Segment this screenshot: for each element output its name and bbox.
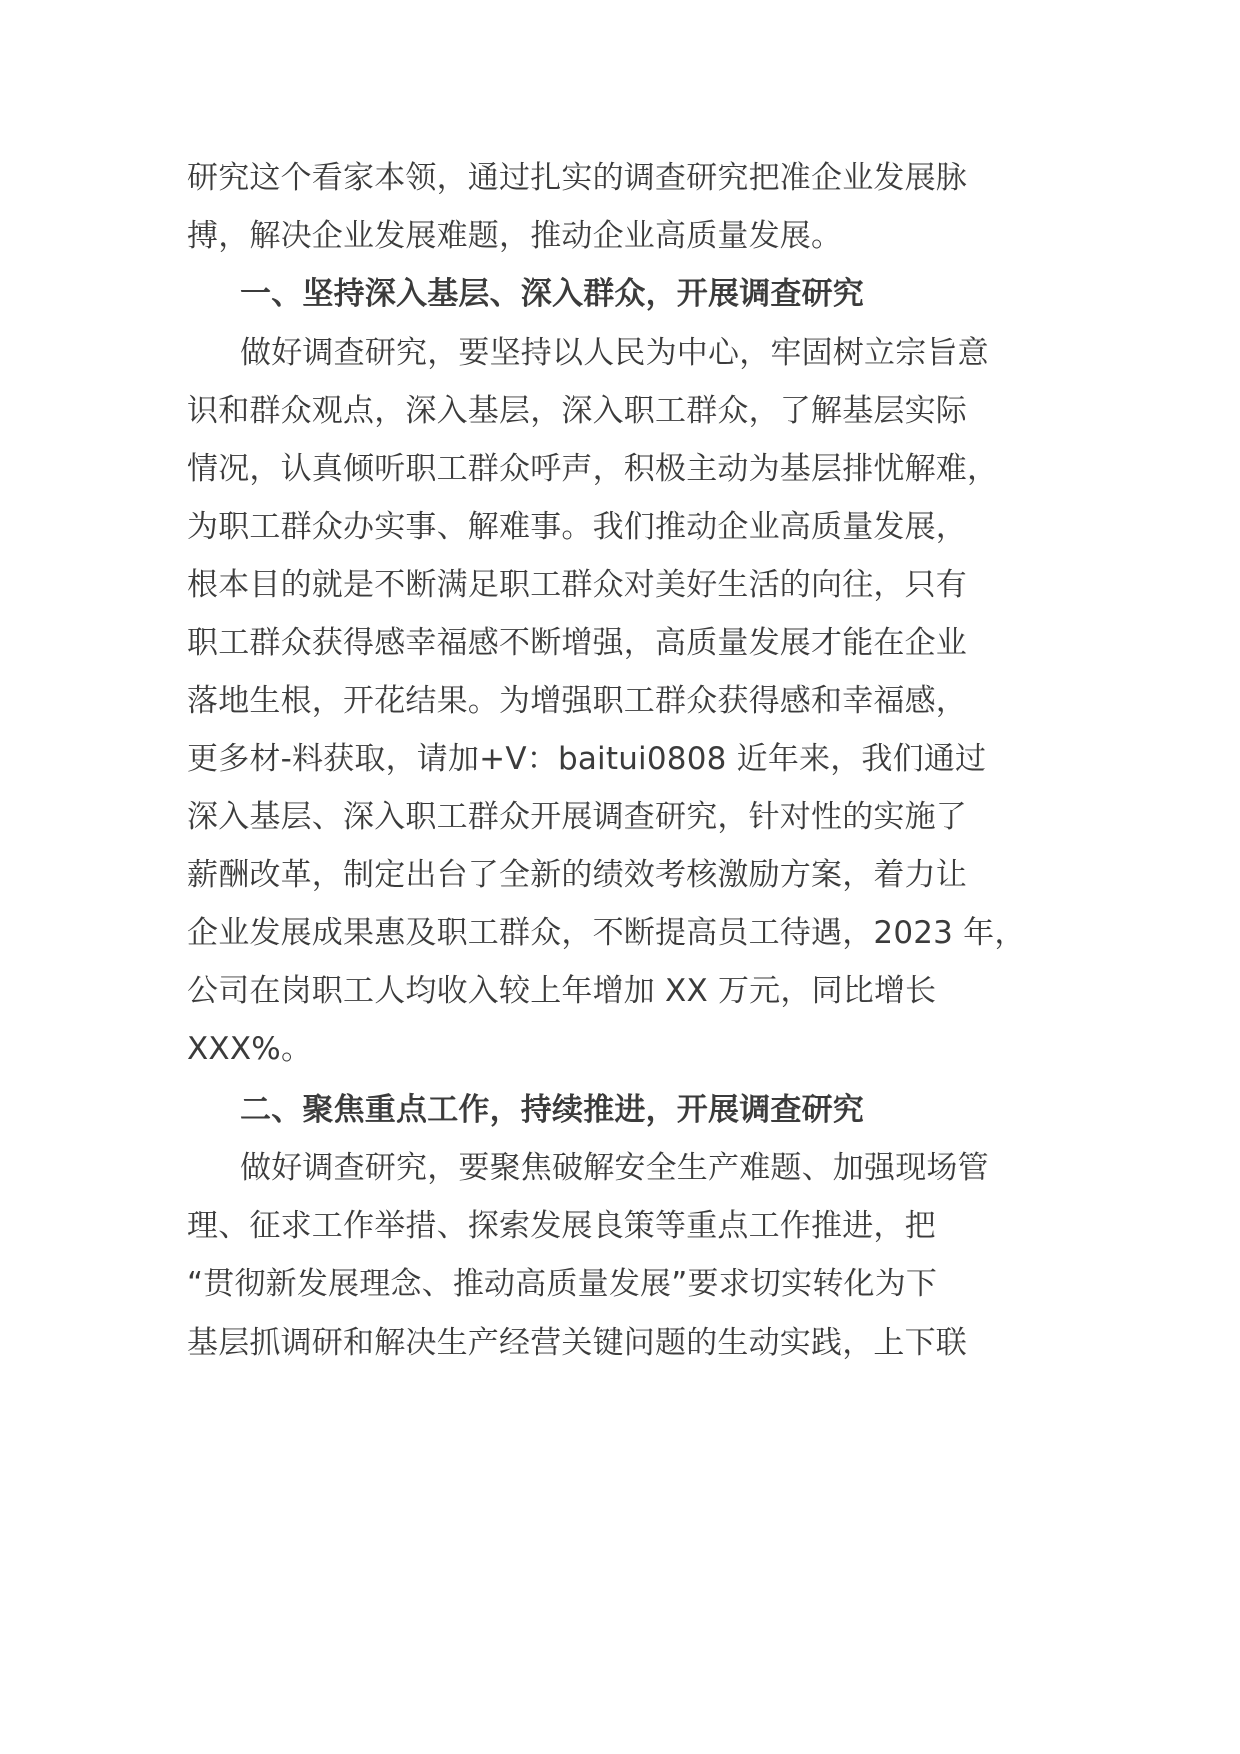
body-text-line: 薪酬改革，制定出台了全新的绩效考核激励方案，着力让 bbox=[187, 857, 967, 893]
body-text-line: 基层抓调研和解决生产经营关键问题的生动实践，上下联 bbox=[187, 1325, 967, 1361]
section-heading-2: 二、聚焦重点工作，持续推进，开展调查研究 bbox=[240, 1092, 864, 1128]
section-heading-1: 一、坚持深入基层、深入群众，开展调查研究 bbox=[240, 276, 864, 312]
body-text-line: “贯彻新发展理念、推动高质量发展”要求切实转化为下 bbox=[187, 1266, 938, 1302]
body-text-line: 落地生根，开花结果。为增强职工群众获得感和幸福感， bbox=[187, 683, 967, 719]
body-text-line: 研究这个看家本领，通过扎实的调查研究把准企业发展脉 bbox=[187, 160, 967, 196]
body-text-line: 根本目的就是不断满足职工群众对美好生活的向往，只有 bbox=[187, 567, 967, 603]
body-text-line: 深入基层、深入职工群众开展调查研究，针对性的实施了 bbox=[187, 799, 967, 835]
body-text-line: 职工群众获得感幸福感不断增强，高质量发展才能在企业 bbox=[187, 625, 967, 661]
body-text-line: 识和群众观点，深入基层，深入职工群众，了解基层实际 bbox=[187, 393, 967, 429]
body-text-line: 做好调查研究，要聚焦破解安全生产难题、加强现场管 bbox=[240, 1150, 989, 1186]
body-text-line: 搏，解决企业发展难题，推动企业高质量发展。 bbox=[187, 218, 843, 254]
body-text-line: 企业发展成果惠及职工群众，不断提高员工待遇，2023 年， bbox=[187, 915, 1026, 951]
body-text-line: 情况，认真倾听职工群众呼声，积极主动为基层排忧解难， bbox=[187, 451, 999, 487]
body-text-line: 为职工群众办实事、解难事。我们推动企业高质量发展， bbox=[187, 509, 967, 545]
body-text-line: XXX%。 bbox=[187, 1031, 313, 1067]
body-text-line: 做好调查研究，要坚持以人民为中心，牢固树立宗旨意 bbox=[240, 335, 989, 371]
body-text-line: 公司在岗职工人均收入较上年增加 XX 万元，同比增长 bbox=[187, 973, 937, 1009]
body-text-line: 更多材-料获取，请加+V：baitui0808 近年来，我们通过 bbox=[187, 741, 987, 777]
body-text-line: 理、征求工作举措、探索发展良策等重点工作推进，把 bbox=[187, 1208, 936, 1244]
